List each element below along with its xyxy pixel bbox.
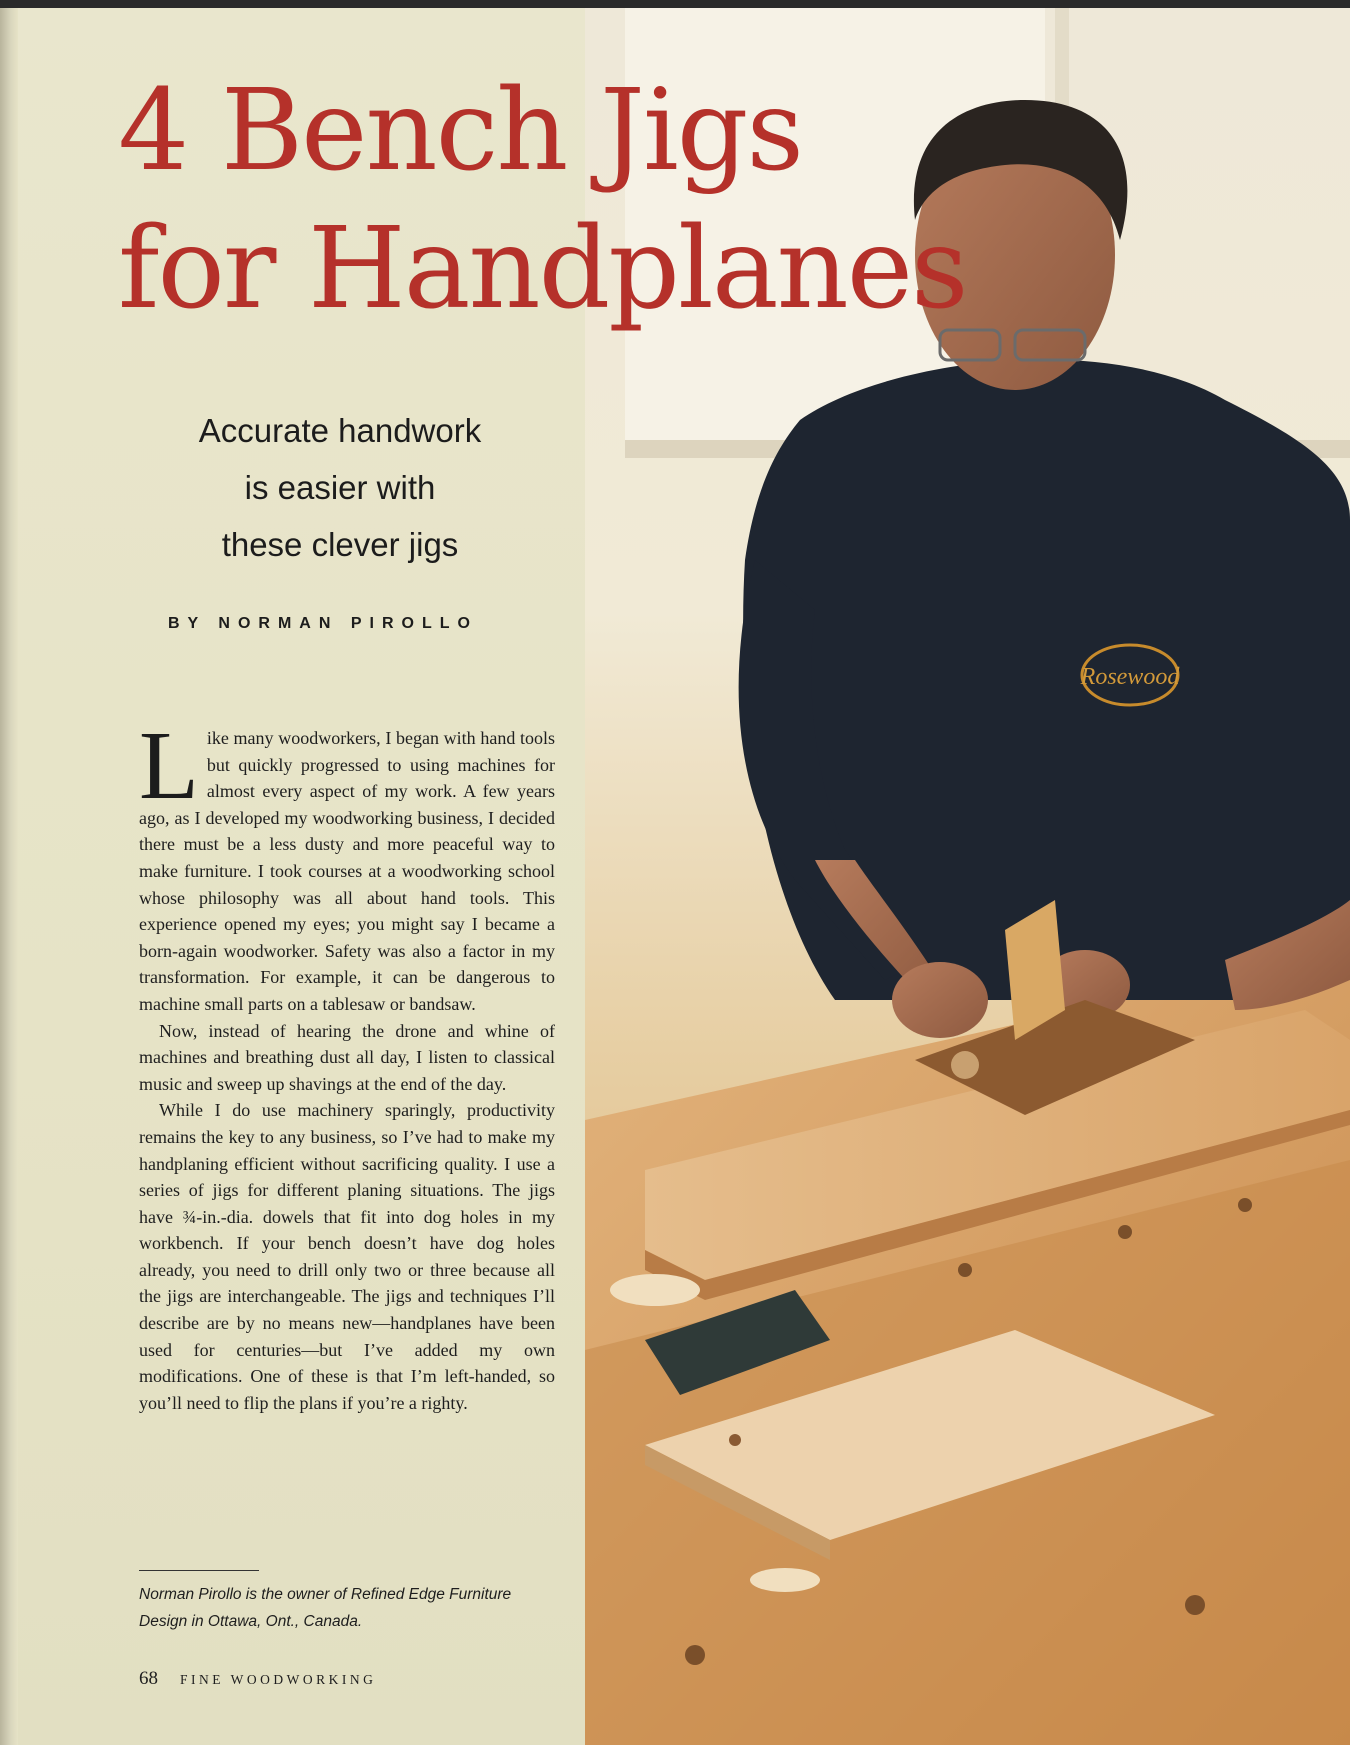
author-bio: Norman Pirollo is the owner of Refined Edge Furniture Design in Ottawa, Ont., Canada.	[139, 1586, 512, 1630]
page-gutter-shadow	[0, 0, 18, 1745]
title-line-2: for Handplanes	[118, 204, 967, 334]
page-number: 68	[139, 1668, 158, 1689]
drop-cap: L	[139, 712, 199, 820]
bio-divider	[139, 1570, 259, 1571]
paragraph-1-text: ike many woodworkers, I began with hand tools but quickly progressed to using machines for almost every aspect of my work. A few years ago, as I developed my woodworking business, I decided there must be a less dusty and more peaceful way to make furniture. I took courses at a woodworking school whose philosophy was all about hand tools. This experience opened my eyes; you might say I became a born-again woodworker. Safety was also a factor in my transformation. For example, it can be dangerous to machine small parts on a tablesaw or bandsaw.	[139, 728, 555, 1014]
dek-line-1: Accurate handwork	[198, 412, 482, 449]
page-footer	[139, 1668, 376, 1690]
magazine-name: FINE WOODWORKING	[180, 1672, 377, 1687]
body-paragraph-3: While I do use machinery sparingly, productivity remains the key to any business, so I’ve had to make my handplaning efficient without sacrificing quality. I use a series of jigs for different planing situations. The jigs have ¾-in.-dia. dowels that fit into dog holes in my workbench. If your bench doesn’t have dog holes already, you need to drill only two or three because all the jigs are interchangeable. The jigs and techniques I’ll describe are by no means new—handplanes have been used for centuries—but I’ve added my own modifications. One of these is that I’m left-handed, so you’ll need to flip the plans if you’re a righty.	[139, 1100, 555, 1413]
shirt-logo-text: Rosewood	[1080, 664, 1180, 690]
title-line-1: 4 Bench Jigs	[118, 66, 802, 196]
body-paragraph-2: Now, instead of hearing the drone and whine of machines and breathing dust all day, I listen to classical music and sweep up shavings at the end of the day.	[139, 1020, 555, 1094]
body-paragraph-1	[139, 712, 555, 1018]
byline: BY NORMAN PIROLLO	[168, 615, 478, 632]
article-title	[118, 62, 966, 338]
dek-line-3: these clever jigs	[221, 526, 459, 563]
article-dek	[140, 402, 540, 573]
dek-line-2: is easier with	[244, 469, 436, 506]
article-body	[139, 712, 555, 1416]
scan-top-edge	[0, 0, 1350, 8]
